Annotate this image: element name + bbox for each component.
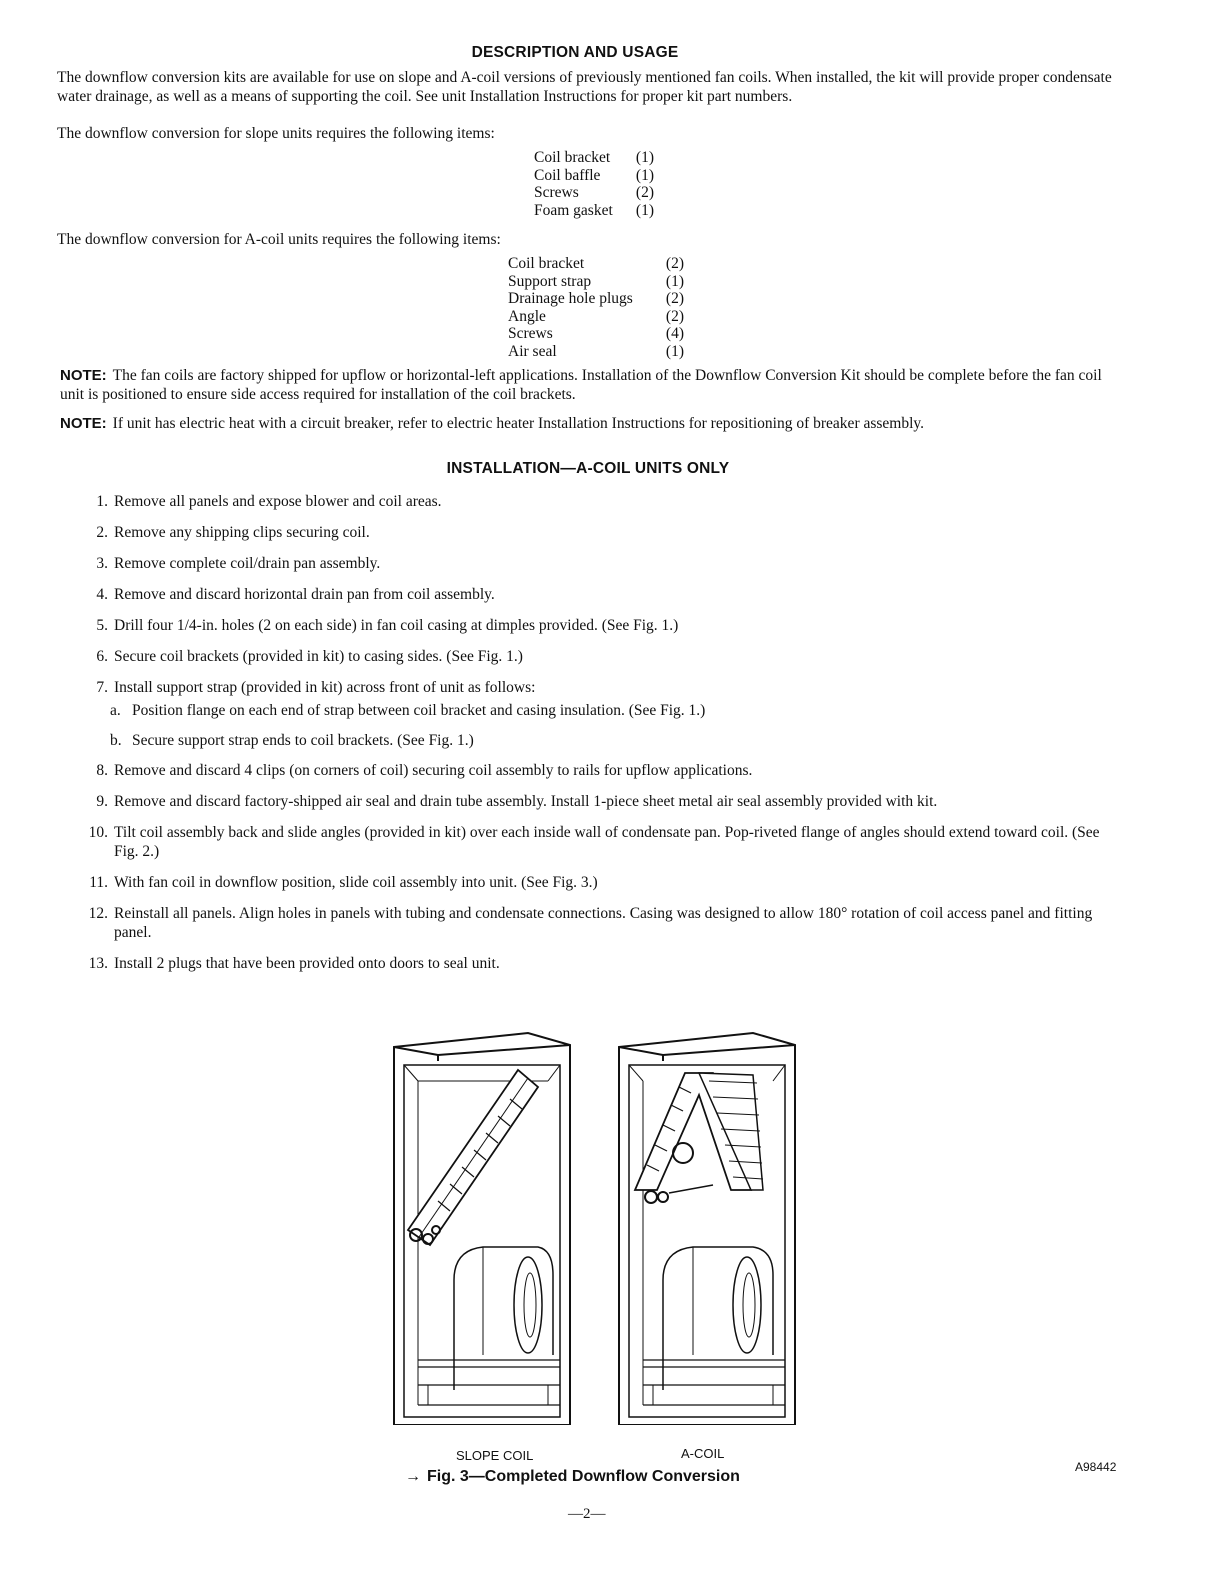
- substep-item: b. Secure support strap ends to coil brackets. (See Fig. 1.): [110, 732, 474, 749]
- page-number: —2—: [568, 1506, 606, 1522]
- slope-coil-unit-illustration: [388, 1025, 578, 1425]
- slope-intro: The downflow conversion for slope units requires the following items:: [57, 125, 495, 142]
- step-item: 9. Remove and discard factory-shipped air seal and drain tube assembly. Install 1-piece sheet metal air seal assembly provided with kit.: [96, 793, 938, 810]
- list-item: Foam gasket (1): [534, 201, 654, 219]
- list-item: Angle (2): [508, 307, 684, 325]
- list-item: Coil bracket (1): [534, 149, 654, 166]
- step-item: 4. Remove and discard horizontal drain pan from coil assembly.: [96, 586, 495, 603]
- note-2: [60, 414, 1118, 433]
- step-item: 10. Tilt coil assembly back and slide angles (provided in kit) over each inside wall of condensate pan. Pop-riveted flange of angles should extend toward coil. (See Fig. 2.): [88, 824, 1100, 860]
- substep-item: a. Position flange on each end of strap between coil bracket and casing insulation. (See Fig. 1.): [110, 702, 706, 719]
- step-item: 6. Secure coil brackets (provided in kit) to casing sides. (See Fig. 1.): [96, 648, 523, 665]
- intro-paragraph: The downflow conversion kits are available for use on slope and A-coil versions of previously mentioned fan coils. When installed, the kit will provide proper condensate water drainage, as well as a means of supporting the coil. See unit Installation Instructions for proper kit part numbers.: [57, 69, 1112, 105]
- figure-title: → Fig. 3—Completed Downflow Conversion: [405, 1468, 740, 1485]
- list-item: Coil baffle (1): [534, 166, 654, 184]
- step-item: 2. Remove any shipping clips securing coil.: [96, 524, 370, 541]
- list-item: Coil bracket (2): [508, 255, 684, 272]
- figure-code: A98442: [1075, 1460, 1117, 1474]
- acoil-items-list: [508, 255, 684, 360]
- installation-heading: INSTALLATION—A-COIL UNITS ONLY: [446, 460, 730, 477]
- slope-coil-label: SLOPE COIL: [456, 1448, 534, 1463]
- note-text: If unit has electric heat with a circuit breaker, refer to electric heater Installation Instructions for repositioning of breaker assembly.: [112, 415, 925, 432]
- step-item: 12. Reinstall all panels. Align holes in panels with tubing and condensate connections. Casing was designed to allow 180° rotation of coil access panel and fitting panel.: [88, 905, 1093, 941]
- a-coil-label: A-COIL: [681, 1446, 725, 1461]
- step-item: 8. Remove and discard 4 clips (on corners of coil) securing coil assembly to rails for upflow applications.: [96, 762, 753, 779]
- step-item: 11. With fan coil in downflow position, slide coil assembly into unit. (See Fig. 3.): [89, 874, 598, 891]
- step-item: 7. Install support strap (provided in kit) across front of unit as follows:: [96, 679, 536, 696]
- slope-items-list: [534, 149, 654, 219]
- description-heading: DESCRIPTION AND USAGE: [471, 44, 679, 61]
- step-item: 5. Drill four 1/4-in. holes (2 on each side) in fan coil casing at dimples provided. (See Fig. 1.): [96, 617, 679, 634]
- a-coil-unit-illustration: [613, 1025, 803, 1425]
- acoil-intro: The downflow conversion for A-coil units requires the following items:: [57, 231, 501, 248]
- list-item: Drainage hole plugs (2): [508, 290, 684, 307]
- note-label: NOTE:: [60, 367, 107, 384]
- step-item: 3. Remove complete coil/drain pan assembly.: [96, 555, 381, 572]
- list-item: Screws (2): [534, 184, 654, 201]
- installation-steps: [80, 492, 1125, 985]
- arrow-icon: →: [405, 1468, 421, 1485]
- step-item: 13. Install 2 plugs that have been provided onto doors to seal unit.: [88, 955, 500, 972]
- list-item: Support strap (1): [508, 272, 684, 290]
- note-label: NOTE:: [60, 415, 107, 432]
- note-1: [60, 366, 1118, 404]
- step-item: 1. Remove all panels and expose blower and coil areas.: [96, 493, 442, 510]
- note-text: The fan coils are factory shipped for upflow or horizontal-left applications. Installation of the Downflow Conversion Kit should be complete before the fan coil unit is positioned to ensure side access required for installation of the coil brackets.: [60, 367, 1102, 403]
- list-item: Screws (4): [508, 325, 684, 342]
- list-item: Air seal (1): [508, 342, 684, 360]
